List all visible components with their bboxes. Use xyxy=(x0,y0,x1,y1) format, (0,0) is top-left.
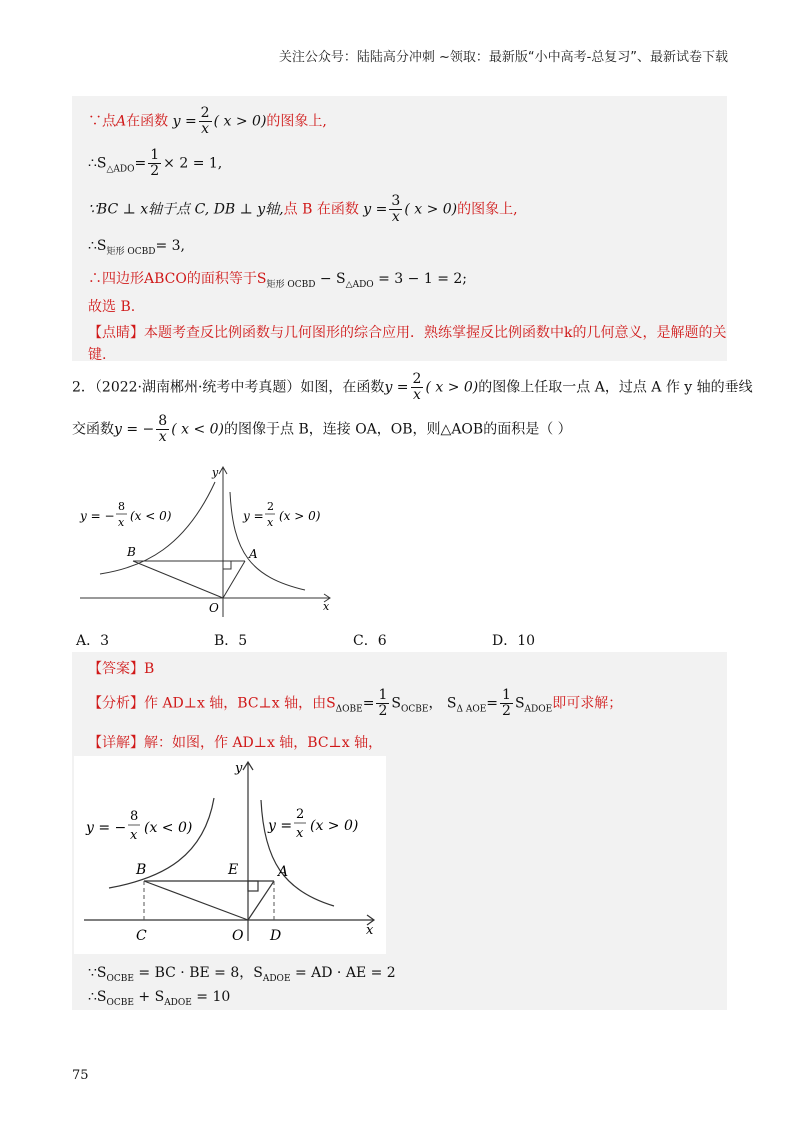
segment-ao xyxy=(248,881,274,920)
option-d: D．10 xyxy=(492,633,536,649)
label-left-num: 8 xyxy=(118,500,125,513)
line-rect-area: $\therefore S_{矩形 OCBD}= 3$, xyxy=(88,238,186,257)
answer-panel xyxy=(72,652,727,1010)
right-angle-mark xyxy=(223,561,231,569)
line-quad-area: ∴四边形ABCO的面积等于$S_{矩形 OCBD} - S_{\triangle ADO} = 3 - 1 = 2$; xyxy=(88,271,468,290)
line-comment: 【点睛】本题考查反比例函数与几何图形的综合应用．熟练掌握反比例函数中k的几何意义，是解题的关 xyxy=(88,325,727,341)
label-left-num: 8 xyxy=(130,809,139,824)
detail-line: 【详解】解：如图，作 AD⊥x 轴，BC⊥x 轴， xyxy=(88,735,383,751)
point-a: A xyxy=(278,864,289,880)
point-o: O xyxy=(232,928,244,944)
right-angle-mark xyxy=(248,881,258,891)
equation-line-2: $\therefore S_{OCBE} + S_{ADOE} = 10$ xyxy=(88,989,231,1008)
segment-ao xyxy=(223,561,245,598)
solution-figure xyxy=(74,756,386,954)
page-header: 关注公众号：陆陆高分冲刺 ~领取：最新版“小中高考-总复习”、最新试卷下载 xyxy=(278,50,728,65)
option-b: B．5 xyxy=(214,633,248,649)
question-line-1: 2．（2022·湖南郴州·统考中考真题）如图，在函数y = $\frac{2}{x}$ ( x > 0)的图像上任取一点 A，过点 A 作 y 轴的垂线 xyxy=(72,371,753,403)
label-right-den: x xyxy=(267,516,274,529)
line-area-ado: $\therefore S_{\triangle ADO}=$ $\frac{1}{2}$ × 2 = 1, xyxy=(88,147,223,179)
label-right-pre: y = xyxy=(243,509,264,523)
analysis-line: 【分析】作 AD⊥x 轴，BC⊥x 轴，由$S_{\Delta OBE}=$ $\frac{1}{2}$ $S_{OCBE}$， $S_{\Delta AOE}=$ $\frac{1}{2}$ $S_{ADOE}$即可求解； xyxy=(88,687,623,719)
point-a: A xyxy=(249,547,258,561)
line-bc-perp: ∵BC ⊥ x轴于点 C, DB ⊥ y轴,点 B 在函数 y = $\frac{3}{x}$ ( x > 0)的图象上, xyxy=(88,193,518,225)
option-a: A．3 xyxy=(76,633,110,649)
question-figure xyxy=(75,462,340,622)
option-c: C．6 xyxy=(353,633,387,649)
label-left-den: x xyxy=(130,828,138,843)
line-choose-b: 故选 B. xyxy=(88,299,136,315)
solution-panel xyxy=(72,96,727,361)
label-right-den: x xyxy=(296,826,304,841)
label-right-cond: (x > 0) xyxy=(279,509,321,523)
label-left-cond: (x < 0) xyxy=(144,820,193,836)
label-right-num: 2 xyxy=(296,807,305,822)
segment-bo xyxy=(144,881,248,920)
label-right-num: 2 xyxy=(267,500,274,513)
axis-y-label: y xyxy=(212,466,219,479)
axis-x-label: x xyxy=(323,600,330,613)
label-right-cond: (x > 0) xyxy=(310,818,359,834)
curve-left xyxy=(109,798,214,888)
line-comment-end: 键. xyxy=(88,347,107,363)
axis-x-label: x xyxy=(366,923,374,938)
point-b: B xyxy=(136,862,147,878)
page-number: 75 xyxy=(72,1068,89,1083)
answer-line: 【答案】B xyxy=(88,661,155,677)
segment-bo xyxy=(133,561,223,598)
question-line-2: 交函数y = − $\frac{8}{x}$ ( x < 0)的图像于点 B，连接 OA，OB，则△AOB的面积是（ ） xyxy=(72,413,572,445)
point-o: O xyxy=(209,601,219,615)
label-right-pre: y = xyxy=(268,818,293,834)
point-e: E xyxy=(228,862,239,878)
label-left-pre: y = − xyxy=(80,509,115,523)
point-b: B xyxy=(127,545,136,559)
axis-y-label: y xyxy=(235,761,243,776)
label-left-den: x xyxy=(118,516,125,529)
label-left-cond: (x < 0) xyxy=(130,509,172,523)
point-d: D xyxy=(270,928,282,944)
point-c: C xyxy=(136,928,147,944)
line-point-a: ∵点A在函数 y = $\frac{2}{x}$ ( x > 0)的图象上, xyxy=(88,105,327,137)
equation-line-1: $\because S_{OCBE}$ = BC · BE = 8，$S_{ADOE}$ = AD · AE = 2 xyxy=(88,965,396,984)
label-left-pre: y = − xyxy=(86,820,127,836)
